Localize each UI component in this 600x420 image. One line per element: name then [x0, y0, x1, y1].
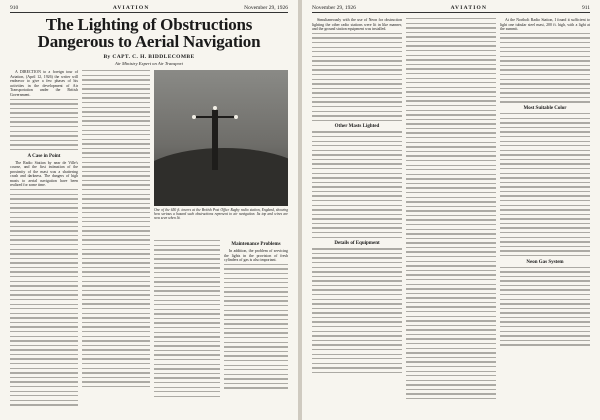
body-text-lines: [224, 264, 288, 389]
section-heading: Maintenance Problems: [231, 242, 281, 247]
body-text-lines: [500, 113, 590, 256]
body-text-lines: [312, 33, 402, 121]
body-text-lines: [312, 131, 402, 238]
magazine-name: AVIATION: [112, 4, 150, 11]
section-heading: Details of Equipment: [334, 241, 380, 247]
column-1: [10, 70, 78, 410]
column-3: [500, 18, 590, 414]
column-4: [224, 240, 288, 410]
column-3: [154, 240, 220, 410]
page-number: 910: [10, 4, 19, 11]
column-2: [82, 70, 150, 410]
body-text-lines: [500, 33, 590, 103]
magazine-name: AVIATION: [450, 4, 488, 11]
issue-date: November 29, 1926: [312, 4, 356, 11]
body-text-lines: [82, 70, 150, 387]
article-title: The Lighting of Obstructions Dangerous to Aerial Navigation: [37, 15, 261, 51]
right-page: [302, 0, 600, 420]
left-page: [0, 0, 298, 420]
page-number: 911: [581, 4, 590, 11]
body-text-lines: [10, 189, 78, 406]
intro-paragraph: A DIRECTION to a foreign tour of Aviation, (April 12, 1926) the writer will endeavor to give a few phases of his activities in the development of Air Transportation under the British Government.: [10, 70, 78, 97]
maintenance-paragraph: In addition, the problem of servicing the lights in the provision of fresh cylinders of gas is also important.: [224, 249, 288, 263]
column-2: [406, 18, 496, 414]
article-byline: By CAPT. C. H. BIDDLECOMBE: [103, 54, 195, 60]
body-text-lines: [10, 99, 78, 151]
section-heading: Other Masts Lighted: [334, 124, 380, 130]
issue-date: November 29, 1926: [244, 4, 288, 11]
body-text-lines: [154, 240, 220, 397]
body-text-lines: [406, 18, 496, 399]
body-text-lines: [500, 267, 590, 346]
radio-tower-photo: [154, 70, 288, 206]
case-paragraph: The Radio Station by near de Ville's course, and the first intimation of the proximity of the mast was a shattering crash and darkness. The dangers of high masts to aerial navigation have been realized for some time.: [10, 160, 78, 188]
column-1: [312, 18, 402, 414]
body-text-lines: [312, 248, 402, 373]
author-title: Air Ministry Expert on Air Transport: [115, 61, 183, 66]
body-paragraph: At the Northolt Radio Station, I found it sufficient to light one tubular steel mast, 200 ft. high, with a light at the summit.: [500, 18, 590, 32]
body-paragraph: Simultaneously with the use of Neon for obstruction lighting the other radio stations were lit in like manner, and the ground station equipment was installed.: [312, 18, 402, 32]
figure-caption: One of the 650 ft. towers at the British Post Office Rugby radio station, England, showing how serious a hazard such obstructions represent to air navigation. Its top and wires are now seen when lit.: [154, 208, 288, 221]
section-heading: Most Suitable Color: [523, 106, 567, 112]
running-head-left: [10, 4, 288, 13]
running-head-right: [312, 4, 590, 13]
section-heading: Neon Gas System: [526, 259, 564, 265]
section-heading: A Case in Point: [27, 153, 61, 159]
